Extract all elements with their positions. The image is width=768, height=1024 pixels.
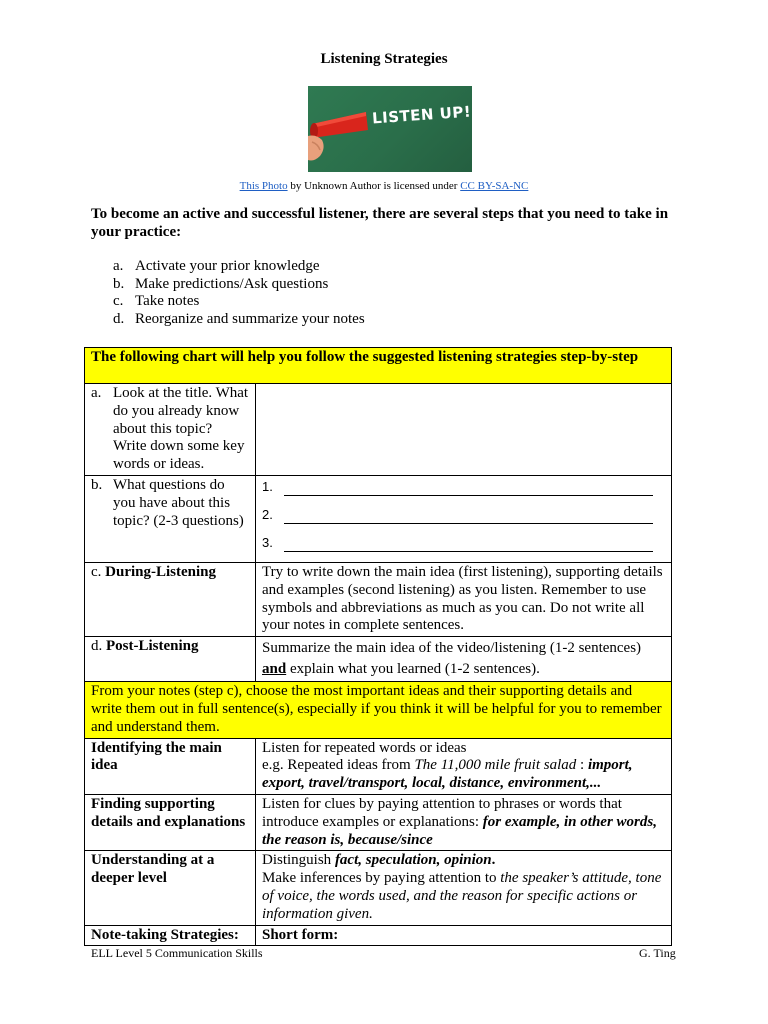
short-form-label: Short form: (256, 925, 672, 946)
steps-list (113, 258, 365, 329)
caption-text: by Unknown Author is licensed under (287, 180, 461, 192)
main-idea-text: Listen for repeated words or ideas e.g. Repeated ideas from The 11,000 mile fruit salad : import, export, travel/transport, local, distance, environment,... (256, 738, 672, 794)
question-line-1[interactable]: 1. (262, 476, 665, 496)
listen-up-photo (308, 86, 472, 172)
main-idea-label: Identifying the main idea (85, 738, 256, 794)
supporting-details-label: Finding supporting details and explanations (85, 794, 256, 850)
chart-header: The following chart will help you follow the suggested listening strategies step-by-step (85, 348, 672, 384)
list-item: a. Activate your prior knowledge (113, 258, 320, 274)
list-item: d. Reorganize and summarize your notes (113, 311, 365, 328)
table-row (85, 476, 672, 563)
deeper-level-label: Understanding at a deeper level (85, 851, 256, 925)
note-taking-label: Note-taking Strategies: (85, 925, 256, 946)
during-listening-label: c. During-Listening (85, 563, 256, 637)
row-a-label: a. Look at the title. What do you already know about this topic? Write down some key words or ideas. (85, 384, 256, 476)
during-listening-text: Try to write down the main idea (first listening), supporting details and examples (second listening) as you listen. Remember to use symbols and abbreviations as much as you can. Do not write all your notes in complete sentences. (256, 563, 672, 637)
supporting-details-text: Listen for clues by paying attention to phrases or words that introduce examples or explanations: for example, in other words, the reason is, because/since (256, 794, 672, 850)
strategy-chart (84, 347, 672, 946)
table-row (85, 738, 672, 794)
list-item: c. Take notes (113, 293, 200, 310)
intro-paragraph: To become an active and successful listener, there are several steps that you need to take in your practice: (91, 206, 669, 240)
table-row (85, 925, 672, 946)
this-photo-link[interactable]: This Photo (239, 180, 288, 192)
megaphone-icon (308, 86, 472, 172)
table-row (85, 637, 672, 682)
row-a-answer[interactable] (256, 384, 672, 476)
table-row (85, 563, 672, 637)
question-line-3[interactable]: 3. (262, 524, 665, 552)
table-row (85, 794, 672, 850)
table-row (85, 682, 672, 738)
photo-caption (0, 180, 768, 192)
table-row (85, 851, 672, 925)
post-listening-text: Summarize the main idea of the video/listening (1-2 sentences) and explain what you learned (1-2 sentences). (256, 637, 672, 682)
question-line-2[interactable]: 2. (262, 496, 665, 524)
row-b-label: b. What questions do you have about this topic? (2-3 questions) (85, 476, 256, 563)
row-b-answers (256, 476, 672, 563)
table-row (85, 384, 672, 476)
list-item: b. Make predictions/Ask questions (113, 275, 329, 292)
footer-course: ELL Level 5 Communication Skills (91, 946, 263, 960)
footer-author: G. Ting (639, 946, 676, 960)
post-listening-label: d. Post-Listening (85, 637, 256, 682)
chart-header-row (85, 348, 672, 384)
deeper-level-text: Distinguish fact, speculation, opinion. Make inferences by paying attention to the speaker’s attitude, tone of voice, the words used, and the reason for specific actions or information given. (256, 851, 672, 925)
license-link[interactable]: CC BY-SA-NC (460, 180, 529, 192)
summary-note: From your notes (step c), choose the most important ideas and their supporting details and write them out in full sentence(s), especially if you think it will be helpful for you to remember and understand them. (85, 682, 672, 738)
listen-up-text: LISTEN UP! (371, 102, 472, 128)
page-title: Listening Strategies (320, 51, 448, 67)
